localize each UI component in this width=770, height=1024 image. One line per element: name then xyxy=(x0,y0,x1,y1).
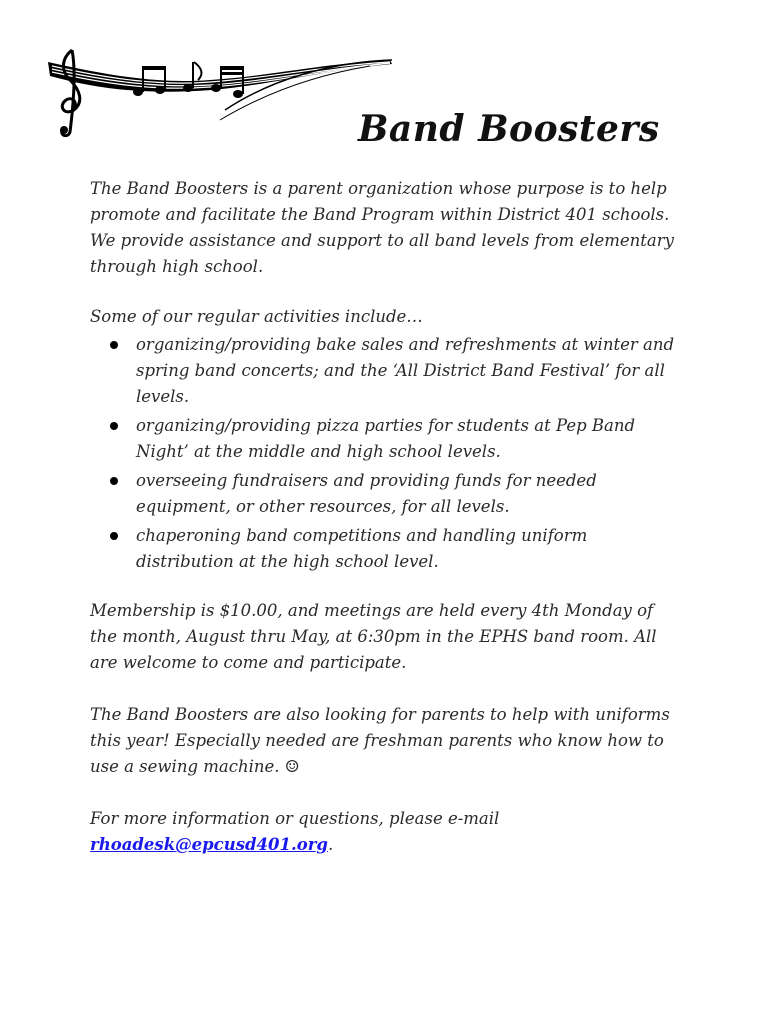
list-item xyxy=(90,523,690,575)
list-item xyxy=(90,468,690,520)
list-item-text: organizing/providing pizza parties for students at Pep Band Night’ at the middle and high school levels. xyxy=(136,416,636,461)
bullet-icon xyxy=(110,341,118,349)
activities-list xyxy=(90,332,690,578)
list-item-text: organizing/providing bake sales and refreshments at winter and spring band concerts; and the ‘All District Band Festival’ for all levels. xyxy=(136,335,675,406)
contact-end: . xyxy=(327,835,334,854)
list-item-text: overseeing fundraisers and providing funds for needed equipment, or other resources, for all levels. xyxy=(136,471,597,516)
list-item xyxy=(90,413,690,465)
list-item xyxy=(90,332,690,410)
membership-paragraph: Membership is $10.00, and meetings are held every 4th Monday of the month, August thru May, at 6:30pm in the EPHS band room. All are welcome to come and participate. xyxy=(90,601,657,672)
intro-paragraph: The Band Boosters is a parent organization whose purpose is to help promote and facilitate the Band Program within District 401 schools. We provide assistance and support to all band levels from elementary through high school. xyxy=(90,179,674,276)
page-title: Band Boosters xyxy=(358,108,660,150)
contact-paragraph xyxy=(90,806,685,858)
music-staff-icon xyxy=(40,40,400,140)
contact-text: For more information or questions, please e-mail xyxy=(90,809,500,828)
bullet-icon xyxy=(110,422,118,430)
activities-intro: Some of our regular activities include… xyxy=(90,307,423,326)
email-link[interactable]: rhoadesk@epcusd401.org xyxy=(90,835,328,854)
uniforms-paragraph: The Band Boosters are also looking for parents to help with uniforms this year! Especially needed are freshman parents who know how to use a sewing machine. ☺ xyxy=(90,705,670,776)
bullet-icon xyxy=(110,532,118,540)
bullet-icon xyxy=(110,477,118,485)
list-item-text: chaperoning band competitions and handling uniform distribution at the high school level. xyxy=(136,526,588,571)
